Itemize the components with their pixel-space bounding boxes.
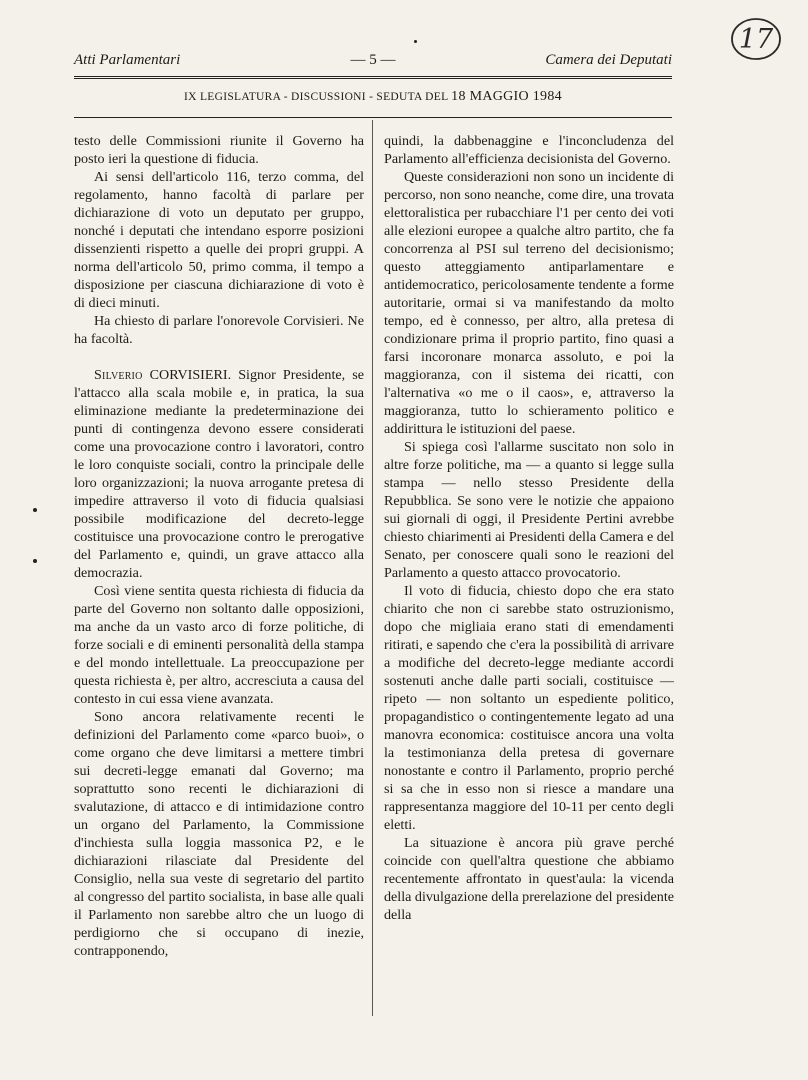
paragraph: Il voto di fiducia, chiesto dopo che era stato chiarito che non ci sarebbe stato ostruzionismo, dopo che migliaia erano stati di emendamenti ritirati, e sapendo che c'era la possibilità di arrivare a modifiche del decreto-legge mediante accordi sostenuti anche dalle parti sociali, costituisce — ripeto — non soltanto un espediente politico, propagandistico o contingentemente legato ad una manovra economica: costituisce ancora una volta la testimonianza della pretesa di governare nonostante e contro il Parlamento, proprio perché si sa che in esso non si riesce a mandare una rappresentanza maggiore del 10-11 per cento degli eletti. (384, 583, 674, 833)
margin-mark (33, 508, 37, 512)
right-column (384, 132, 674, 924)
paragraph: La situazione è ancora più grave perché coincide con quell'altra questione che abbiamo recentemente affrontato in quest'aula: la vicenda della divulgazione della prerelazione del presidente della (384, 835, 674, 923)
speaker-first-name: Silverio (94, 367, 143, 383)
speaker-surname: CORVISIERI. (149, 367, 232, 383)
paragraph: Si spiega così l'allarme suscitato non solo in altre forze politiche, ma — a quanto si legge sulla stampa — nello stesso Presidente della Repubblica. Se sono vere le notizie che appaiono sui giornali di oggi, il Presidente Pertini avrebbe chiesto chiarimenti ai Presidenti della Camera e del Senato, per conoscere quali sono le reazioni del Parlamento a questo attacco provocatorio. (384, 439, 674, 581)
session-date: 18 MAGGIO 1984 (451, 89, 562, 104)
page-number: — 5 — (350, 52, 396, 68)
header-rule-top (74, 76, 672, 77)
paragraph: Sono ancora relativamente recenti le definizioni del Parlamento come «parco buoi», o come organo che deve limitarsi a mettere timbri sui decreti-legge emanati dal Governo; ma soprattutto sono recenti le dichiarazioni di svalutazione, di attacco e di intimidazione contro un organo del Parlamento, la Commissione d'inchiesta sulla loggia massonica P2, e le dichiarazioni rilasciate dal Presidente del Consiglio, nella sua veste di segretario del partito al congresso del partito socialista, in base alle quali il Parlamento non sarebbe altro che un luogo di perdigiorno che si occupano di inezie, contrapponendo, (74, 709, 364, 959)
left-column (74, 132, 364, 960)
paragraph: testo delle Commissioni riunite il Governo ha posto ieri la questione di fiducia. (74, 133, 364, 167)
column-divider (372, 120, 373, 1016)
session-line (74, 89, 672, 105)
paragraph: Ha chiesto di parlare l'onorevole Corvisieri. Ne ha facoltà. (74, 313, 364, 347)
handwritten-page-number-mark (728, 10, 784, 66)
running-header (74, 52, 672, 74)
header-right: Camera dei Deputati (545, 52, 672, 68)
handwritten-number: 17 (738, 24, 774, 55)
paragraph: Così viene sentita questa richiesta di fiducia da parte del Governo non soltanto dalle opposizioni, ma anche da un vasto arco di forze politiche, di forze sociali e di eminenti personalità della stampa e del mondo intellettuale. La preoccupazione per questa richiesta è, per altro, accresciuta a causa del contesto in cui essa viene avanzata. (74, 583, 364, 707)
session-prefix: IX LEGISLATURA - DISCUSSIONI - SEDUTA DEL (184, 91, 452, 103)
header-left: Atti Parlamentari (74, 52, 181, 68)
speck (414, 40, 417, 43)
paragraph: Queste considerazioni non sono un incidente di percorso, non sono neanche, come dire, una trovata elettoralistica per rubacchiare l'1 per cento dei voti alle elezioni europee a qualche altro partito, che fa concorrenza al PSI sul terreno del decisionismo; questo atteggiamento antiparlamentare e antidemocratico, pericolosamente tendente a forme autoritarie, ormai si va manifestando da molto tempo, ed è connesso, per altro, alla pretesa di condizionare prima il proprio partito, fino quasi a farsi incoronare monarca assoluto, e poi la maggioranza, con il sistema dei ricatti, con l'alternativa «o me o il caos», e, attraverso la maggioranza, tutto lo schieramento politico e addirittura le istituzioni del paese. (384, 169, 674, 437)
speech-text: Signor Presidente, se l'attacco alla scala mobile e, in pratica, la sua eliminazione mediante la predeterminazione dei punti di contingenza devono essere considerati come una provocazione contro i lavoratori, contro le loro conquiste sociali, contro la principale delle loro organizzazioni; la nuova arrogante pretesa di impedire attraverso il voto di fiducia qualsiasi possibile modificazione del decreto-legge costituisce una provocazione contro le prerogative del Parlamento e, quindi, un grave attacco alla democrazia. (74, 367, 364, 581)
paragraph: quindi, la dabbenaggine e l'inconcludenza del Parlamento all'efficienza decisionista del Governo. (384, 133, 674, 167)
session-rule (74, 117, 672, 118)
paragraph: Ai sensi dell'articolo 116, terzo comma, del regolamento, hanno facoltà di parlare per dichiarazione di voto un deputato per gruppo, nonché i deputati che intendano esporre posizioni dissenzienti rispetto a quelle dei propri gruppi. A norma dell'articolo 50, primo comma, il tempo a disposizione per ciascuna dichiarazione di voto è di dieci minuti. (74, 169, 364, 311)
speech-paragraph (74, 366, 364, 582)
header-rule-bottom (74, 78, 672, 79)
margin-mark (33, 559, 37, 563)
